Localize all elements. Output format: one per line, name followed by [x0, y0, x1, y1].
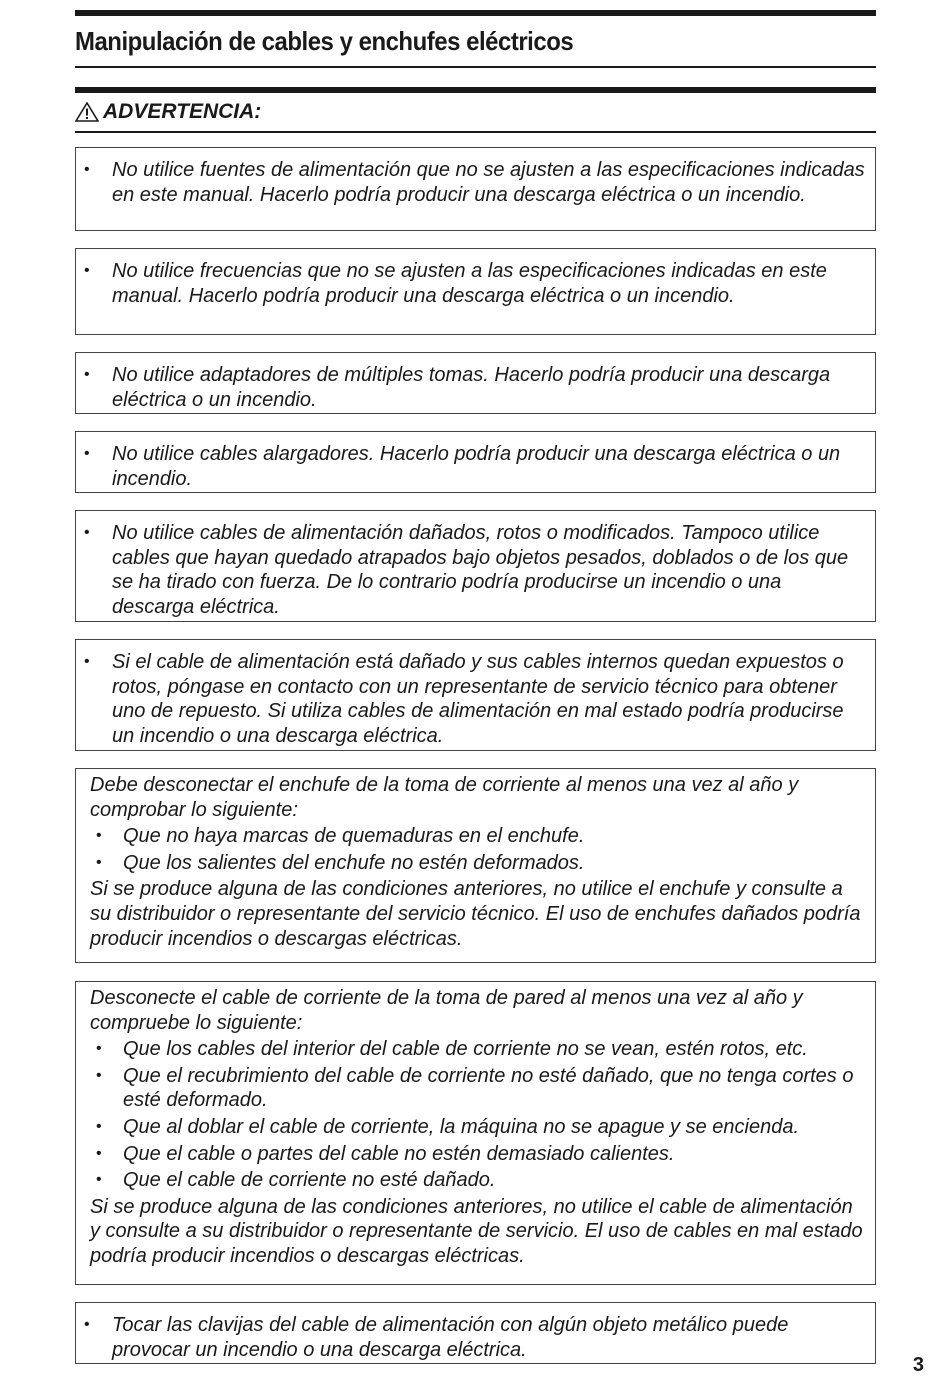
plug-check-box — [75, 768, 876, 963]
warning-underline — [75, 131, 876, 133]
list-item: • Que el cable o partes del cable no estén demasiado calientes. — [90, 1142, 867, 1167]
warning-triangle-icon — [75, 102, 99, 122]
warning-text: No utilice fuentes de alimentación que no se ajusten a las especificaciones indicadas en este manual. Hacerlo podría producir una descarga eléctrica o un incendio. — [112, 159, 865, 206]
warning-box: • No utilice cables de alimentación dañados, rotos o modificados. Tampoco utilice cables que hayan quedado atrapados bajo objetos pesados, doblados o de los que se ha tirado con fuerza. De lo contrario podría producirse un incendio o una descarga eléctrica. — [75, 510, 876, 622]
warning-text: No utilice cables de alimentación dañados, rotos o modificados. Tampoco utilice cables que hayan quedado atrapados bajo objetos pesados, doblados o de los que se ha tirado con fuerza. De lo contrario podría producirse un incendio o una descarga eléctrica. — [112, 522, 849, 618]
page-title: Manipulación de cables y enchufes eléctricos — [75, 26, 574, 56]
list-item: • Que los cables del interior del cable de corriente no se vean, estén rotos, etc. — [90, 1037, 867, 1062]
cable-check-intro: Desconecte el cable de corriente de la toma de pared al menos una vez al año y compruebe lo siguiente: — [90, 987, 803, 1034]
warning-box: • No utilice cables alargadores. Hacerlo podría producir una descarga eléctrica o un incendio. — [75, 431, 876, 493]
plug-check-list — [90, 824, 867, 875]
warning-text: Tocar las clavijas del cable de alimentación con algún objeto metálico puede provocar un incendio o una descarga eléctrica. — [112, 1314, 789, 1361]
warning-box: • Tocar las clavijas del cable de alimentación con algún objeto metálico puede provocar un incendio o una descarga eléctrica. — [75, 1302, 876, 1364]
warning-label: ADVERTENCIA: — [103, 100, 262, 123]
warning-text: No utilice frecuencias que no se ajusten a las especificaciones indicadas en este manual. Hacerlo podría producir una descarga eléctrica o un incendio. — [112, 260, 827, 307]
warning-box: • No utilice adaptadores de múltiples tomas. Hacerlo podría producir una descarga eléctrica o un incendio. — [75, 352, 876, 414]
list-item: • Que no haya marcas de quemaduras en el enchufe. — [90, 824, 867, 849]
warning-text: No utilice cables alargadores. Hacerlo podría producir una descarga eléctrica o un incendio. — [112, 443, 841, 490]
top-rule — [75, 10, 876, 16]
warning-box: • Si el cable de alimentación está dañado y sus cables internos quedan expuestos o rotos, póngase en contacto con un representante de servicio técnico para obtener uno de repuesto. Si utiliza cables de alimentación en mal estado podría producirse un incendio o una descarga eléctrica. — [75, 639, 876, 751]
plug-check-intro: Debe desconectar el enchufe de la toma de corriente al menos una vez al año y comprobar lo siguiente: — [90, 774, 799, 821]
list-item: • Que los salientes del enchufe no estén deformados. — [90, 851, 867, 876]
cable-check-box — [75, 981, 876, 1285]
list-item: • Que el cable de corriente no esté dañado. — [90, 1168, 867, 1193]
page-number: 3 — [912, 1354, 924, 1376]
warning-box: • No utilice frecuencias que no se ajusten a las especificaciones indicadas en este manual. Hacerlo podría producir una descarga eléctrica o un incendio. — [75, 248, 876, 335]
title-rule — [75, 66, 876, 68]
list-item: • Que el recubrimiento del cable de corriente no esté dañado, que no tenga cortes o esté deformado. — [90, 1064, 867, 1113]
warning-text: No utilice adaptadores de múltiples tomas. Hacerlo podría producir una descarga eléctrica o un incendio. — [112, 364, 831, 411]
cable-check-list — [90, 1037, 867, 1193]
warning-box: • No utilice fuentes de alimentación que no se ajusten a las especificaciones indicadas en este manual. Hacerlo podría producir una descarga eléctrica o un incendio. — [75, 147, 876, 231]
warning-rule — [75, 87, 876, 93]
cable-check-outro: Si se produce alguna de las condiciones anteriores, no utilice el cable de alimentación y consulte a su distribuidor o representante de servicio. El uso de cables en mal estado podría producir incendios o descargas eléctricas. — [90, 1195, 863, 1267]
plug-check-outro: Si se produce alguna de las condiciones anteriores, no utilice el enchufe y consulte a su distribuidor o representante del servicio técnico. El uso de enchufes dañados podría producir incendios o descargas eléctricas. — [90, 878, 861, 950]
warning-heading — [75, 100, 261, 124]
list-item: • Que al doblar el cable de corriente, la máquina no se apague y se encienda. — [90, 1115, 867, 1140]
warning-text: Si el cable de alimentación está dañado y sus cables internos quedan expuestos o rotos, póngase en contacto con un representante de servicio técnico para obtener uno de repuesto. Si utiliza cables de alimentación en mal estado podría producirse un incendio o una descarga eléctrica. — [112, 651, 844, 747]
